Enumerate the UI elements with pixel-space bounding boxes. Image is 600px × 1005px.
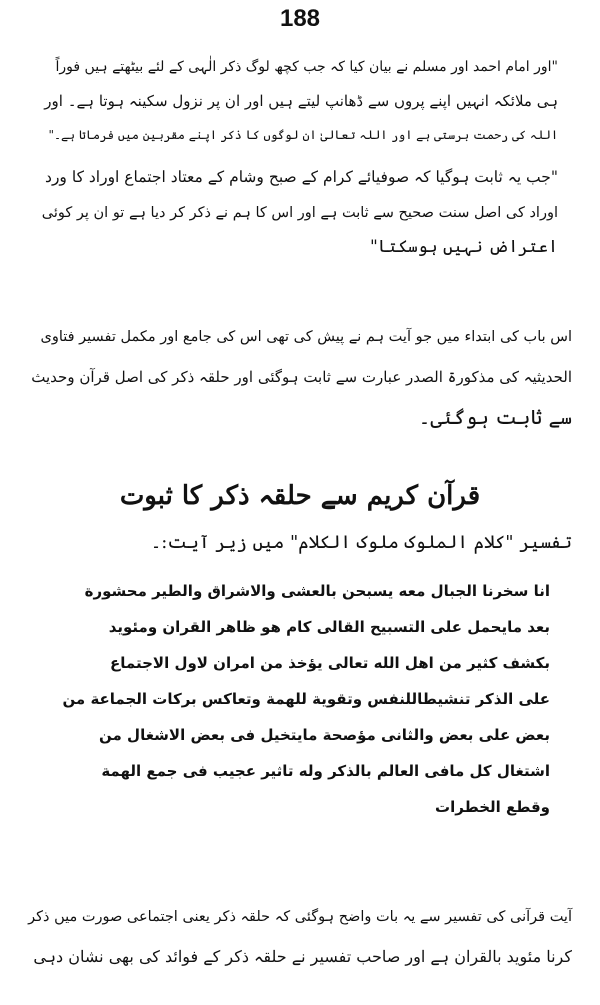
- section-heading: قرآن کریم سے حلقہ ذکر کا ثبوت: [119, 481, 481, 511]
- arabic-line: على الذكر تنشيطاللنفس وتقوية للهمة وتعاكس بركات الجماعة من: [62, 690, 550, 708]
- section-subheading: تفسیر "کلام الملوک ملوک الکلام" میں زیر آیت:۔: [150, 532, 572, 553]
- page-number: 188: [279, 5, 321, 32]
- paragraph-line: آیت قرآنی کی تفسیر سے یہ بات واضح ہوگئی کہ حلقہ ذکر یعنی اجتماعی صورت میں ذکر: [28, 909, 572, 925]
- paragraph-line: سے ثابت ہوگئی۔: [418, 405, 572, 429]
- arabic-line: بعض على بعض والثانى مؤصحة مايتخيل فى بعض الاشغال من: [99, 726, 550, 744]
- quote-line: "جب یہ ثابت ہوگیا کہ صوفیائے کرام کے صبح وشام کے معتاد اجتماع اوراد کا ورد: [45, 168, 558, 186]
- arabic-line: وقطع الخطرات: [435, 798, 550, 816]
- paragraph-line: کرنا مئوید بالقران ہے اور صاحب تفسیر نے حلقہ ذکر کے فوائد کی بھی نشان دہی: [33, 947, 572, 966]
- arabic-line: اشتغال كل مافى العالم بالذكر وله تاثير عجيب فى جمع الهمة: [101, 762, 550, 780]
- arabic-line: بكشف كثير من اهل الله تعالى يؤخذ من امران لاول الاجتماع: [110, 654, 550, 672]
- quote-line: اعتراض نہیں ہوسکتا": [370, 237, 558, 257]
- quote-line: اوراد کی اصل سنت صحیح سے ثابت ہے اور اس کا ہم نے ذکر کر دیا ہے تو ان پر کوئی: [41, 205, 558, 221]
- paragraph-line: اس باب کی ابتداء میں جو آیت ہم نے پیش کی تھی اس کی جامع اور مکمل تفسیر فتاوی: [40, 329, 572, 345]
- quote-line: اللہ کی رحمت برستی ہے اور اللہ تعالیٰ ان لوگوں کا ذکر اپنے مقربین میں فرماتا ہے۔": [48, 128, 558, 142]
- arabic-line: انا سخرنا الجبال معه يسبحن بالعشى والاشراق والطير محشورة: [84, 582, 550, 600]
- arabic-line: بعد مايحمل على التسبيح القالى كام هو ظاهر القران ومئويد: [108, 618, 550, 636]
- paragraph-line: الحدیثیہ کی مذکورۃ الصدر عبارت سے ثابت ہوگئی اور حلقہ ذکر کی اصل قرآن وحدیث: [31, 368, 572, 386]
- quote-line: "اور امام احمد اور مسلم نے بیان کیا کہ جب کچھ لوگ ذکر الٰہی کے لئے بیٹھتے ہیں فوراً: [55, 59, 558, 75]
- quote-line: ہی ملائکہ انہیں اپنے پروں سے ڈھانپ لیتے ہیں اور ان پر نزول سکینہ ہوتا ہے۔ اور: [44, 92, 558, 110]
